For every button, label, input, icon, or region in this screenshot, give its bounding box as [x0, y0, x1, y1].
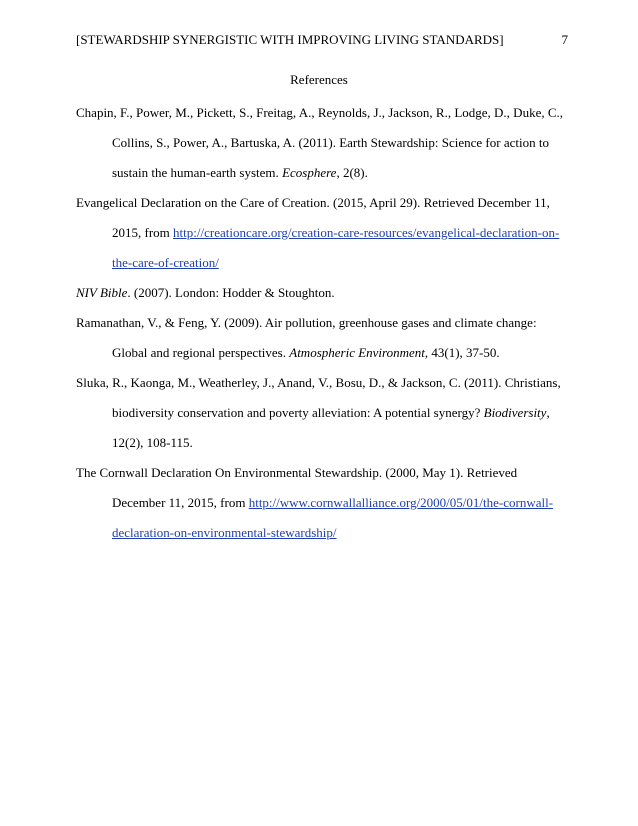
references-heading: References [290, 72, 348, 87]
reference-list [76, 98, 568, 548]
page-number: 7 [561, 32, 568, 47]
reference-entry-evangelical-declaration [76, 188, 568, 278]
reference-text: Sluka, R., Kaonga, M., Weatherley, J., Anand, V., Bosu, D., & Jackson, C. (2011). Christians, biodiversity conservation and poverty alleviation: A potential synergy? [76, 375, 561, 420]
reference-link[interactable]: http://www.cornwallalliance.org/2000/05/01/the-cornwall-declaration-on-environmental-stewardship/ [112, 495, 554, 540]
reference-text: Evangelical Declaration on the Care of Creation. (2015, April 29). Retrieved December 11, 2015, from [76, 195, 550, 240]
reference-journal: Atmospheric Environment [289, 345, 425, 360]
reference-link[interactable]: http://creationcare.org/creation-care-resources/evangelical-declaration-on-the-care-of-creation/ [112, 225, 560, 270]
reference-book-title: NIV Bible [76, 285, 128, 300]
reference-details: . (2007). London: Hodder & Stoughton. [127, 285, 335, 300]
running-header [76, 32, 568, 48]
reference-details: , 43(1), 37-50. [424, 345, 500, 360]
running-head-title: [STEWARDSHIP SYNERGISTIC WITH IMPROVING LIVING STANDARDS] [76, 32, 504, 47]
reference-details: , 2(8). [336, 165, 368, 180]
reference-journal: Ecosphere [282, 165, 337, 180]
reference-entry-ramanathan [76, 308, 568, 368]
reference-text: Ramanathan, V., & Feng, Y. (2009). Air pollution, greenhouse gases and climate change: Global and regional perspectives. [76, 315, 537, 360]
reference-entry-niv-bible [76, 278, 568, 308]
reference-text: Chapin, F., Power, M., Pickett, S., Freitag, A., Reynolds, J., Jackson, R., Lodge, D., Duke, C., Collins, S., Power, A., Bartuska, A. (2011). Earth Stewardship: Science for action to sustain the human-earth system. [76, 105, 564, 180]
reference-entry-sluka [76, 368, 568, 458]
reference-entry-cornwall-declaration [76, 458, 568, 548]
reference-details: , 12(2), 108-115. [112, 405, 550, 450]
reference-entry-chapin [76, 98, 568, 188]
reference-journal: Biodiversity [483, 405, 547, 420]
reference-text: The Cornwall Declaration On Environmental Stewardship. (2000, May 1). Retrieved December 11, 2015, from [76, 465, 518, 510]
